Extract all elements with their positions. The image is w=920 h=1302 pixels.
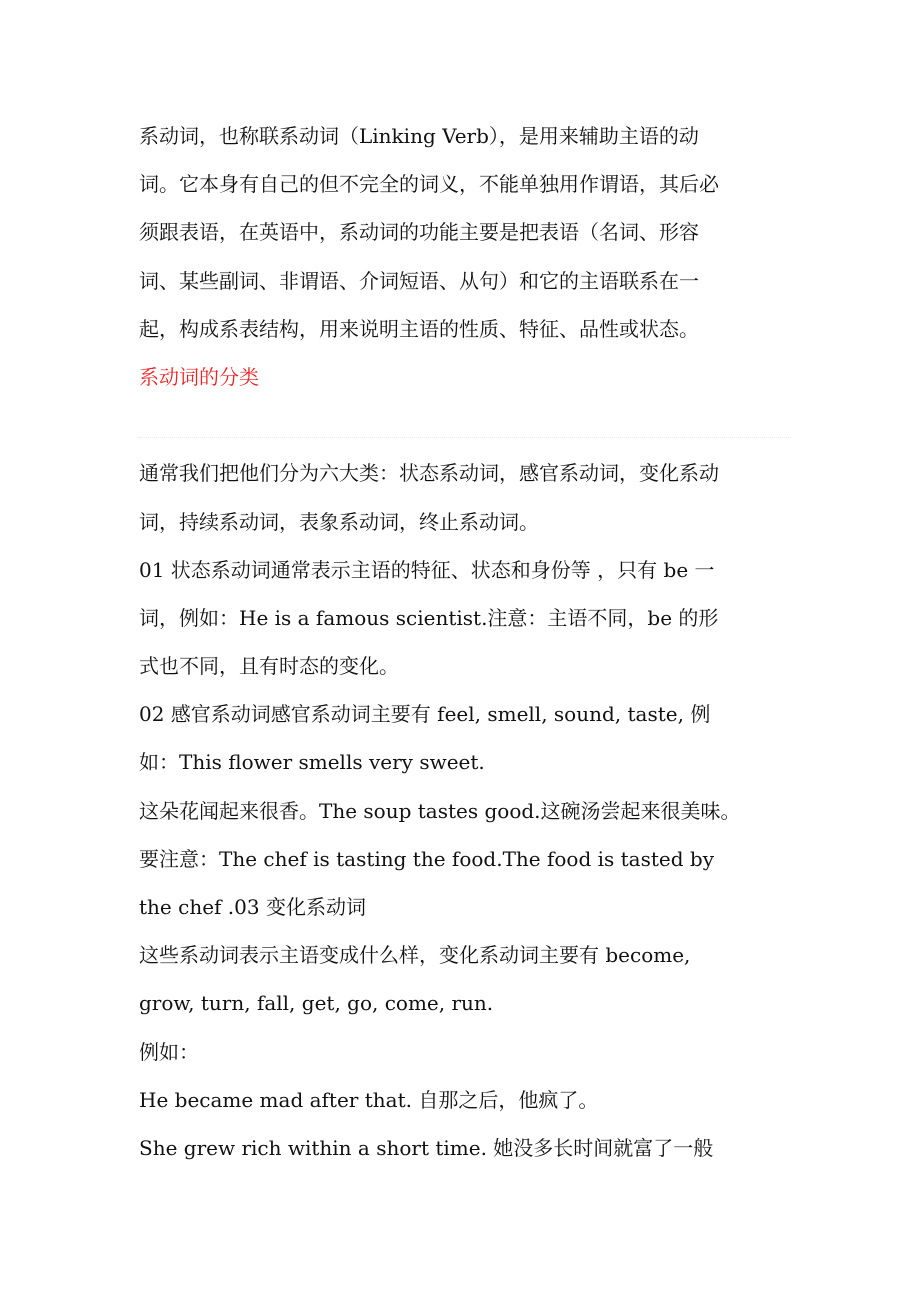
text-line: 词。它本身有自己的但不完全的词义，不能单独用作谓语，其后必	[139, 172, 719, 197]
text-line: 这些系动词表示主语变成什么样，变化系动词主要有 become,	[139, 943, 691, 968]
text-line: 起，构成系表结构，用来说明主语的性质、特征、品性或状态。	[139, 316, 699, 341]
text-line: She grew rich within a short time. 她没多长时间就富了一般	[139, 1135, 714, 1160]
text-line: 这朵花闻起来很香。The soup tastes good.这碗汤尝起来很美味。	[139, 798, 741, 823]
text-line: He became mad after that. 自那之后，他疯了。	[139, 1087, 599, 1112]
text-line: 系动词，也称联系动词（Linking Verb），是用来辅助主语的动	[139, 124, 699, 148]
text-line: the chef .03 变化系动词	[139, 895, 366, 919]
text-line: 词、某些副词、非谓语、介词短语、从句）和它的主语联系在一	[139, 268, 699, 293]
intro-paragraph	[139, 112, 771, 353]
text-line: 02 感官系动词感官系动词主要有 feel, smell, sound, taste, 例	[139, 702, 711, 727]
text-line: 通常我们把他们分为六大类：状态系动词，感官系动词，变化系动	[139, 461, 719, 486]
text-line: grow, turn, fall, get, go, come, run.	[139, 991, 494, 1016]
text-line: 要注意：The chef is tasting the food.The food is tasted by	[139, 846, 714, 871]
document-page	[139, 112, 771, 1172]
section-spacer	[139, 401, 771, 449]
section-heading: 系动词的分类	[139, 364, 259, 389]
text-line: 须跟表语，在英语中，系动词的功能主要是把表语（名词、形容	[139, 220, 699, 245]
text-line: 01 状态系动词通常表示主语的特征、状态和身份等 ，只有 be 一	[139, 557, 715, 582]
text-line: 如：This flower smells very sweet.	[139, 750, 485, 775]
body-paragraphs	[139, 449, 771, 1172]
text-line: 例如：	[139, 1039, 199, 1064]
text-line: 词，持续系动词，表象系动词，终止系动词。	[139, 509, 539, 534]
text-line: 词，例如：He is a famous scientist.注意：主语不同，be 的形	[139, 605, 719, 630]
text-line: 式也不同，且有时态的变化。	[139, 654, 399, 679]
divider	[139, 437, 791, 438]
